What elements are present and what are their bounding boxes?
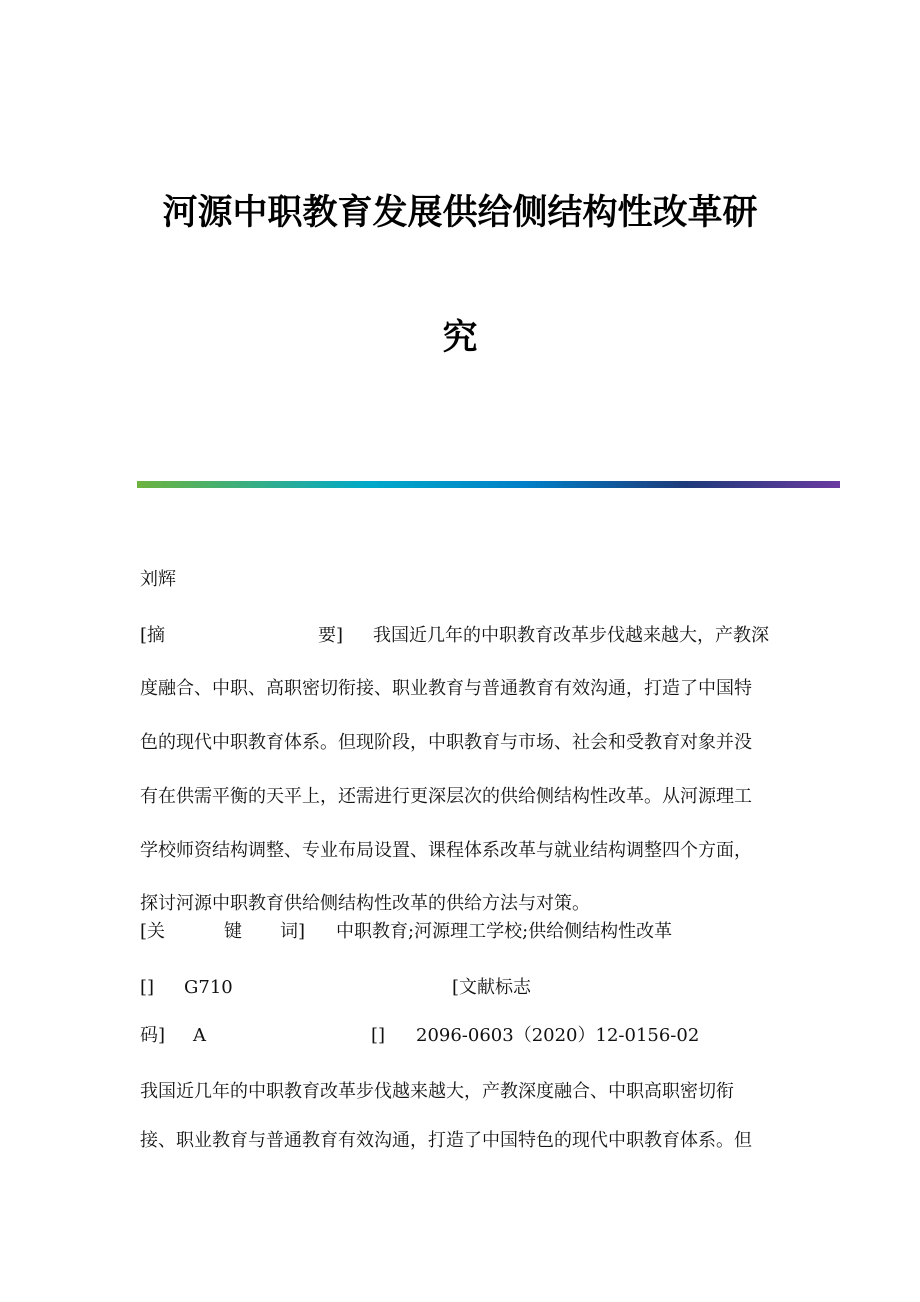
keywords-label-1: [关 (140, 921, 166, 942)
abstract-label-right: 要] (318, 625, 344, 646)
abstract-line: 我国近几年的中职教育改革步伐越来越大，产教深 (373, 625, 769, 646)
body-line: 我国近几年的中职教育改革步伐越来越大，产教深度融合、中职高职密切衔 (140, 1081, 734, 1102)
doc-code-label: [文献标志 (452, 977, 532, 998)
article-no-bracket: [] (371, 1025, 386, 1046)
title-line-2: 究 (442, 318, 478, 358)
keywords-label-2: 键 (224, 921, 242, 942)
abstract-label-left: [摘 (140, 625, 166, 646)
keywords-value: 中职教育;河源理工学校;供给侧结构性改革 (336, 921, 673, 942)
clc-bracket: [] (140, 977, 155, 998)
title-line-1: 河源中职教育发展供给侧结构性改革研 (162, 193, 758, 233)
abstract-line: 度融合、中职、高职密切衔接、职业教育与普通教育有效沟通，打造了中国特 (140, 678, 752, 699)
doc-code: A (193, 1025, 206, 1046)
keywords-label-3: 词] (280, 921, 306, 942)
gradient-divider (137, 481, 840, 488)
article-number: 2096-0603（2020）12-0156-02 (416, 1025, 700, 1046)
clc-number: G710 (184, 977, 233, 998)
abstract-line: 探讨河源中职教育供给侧结构性改革的供给方法与对策。 (140, 893, 590, 914)
abstract-line: 有在供需平衡的天平上，还需进行更深层次的供给侧结构性改革。从河源理工 (140, 786, 752, 807)
abstract-line: 学校师资结构调整、专业布局设置、课程体系改革与就业结构调整四个方面， (140, 840, 752, 861)
abstract-line: 色的现代中职教育体系。但现阶段，中职教育与市场、社会和受教育对象并没 (140, 732, 752, 753)
doc-code-label-end: 码] (140, 1025, 166, 1046)
body-line: 接、职业教育与普通教育有效沟通，打造了中国特色的现代中职教育体系。但 (140, 1130, 752, 1151)
author: 刘辉 (140, 569, 176, 590)
